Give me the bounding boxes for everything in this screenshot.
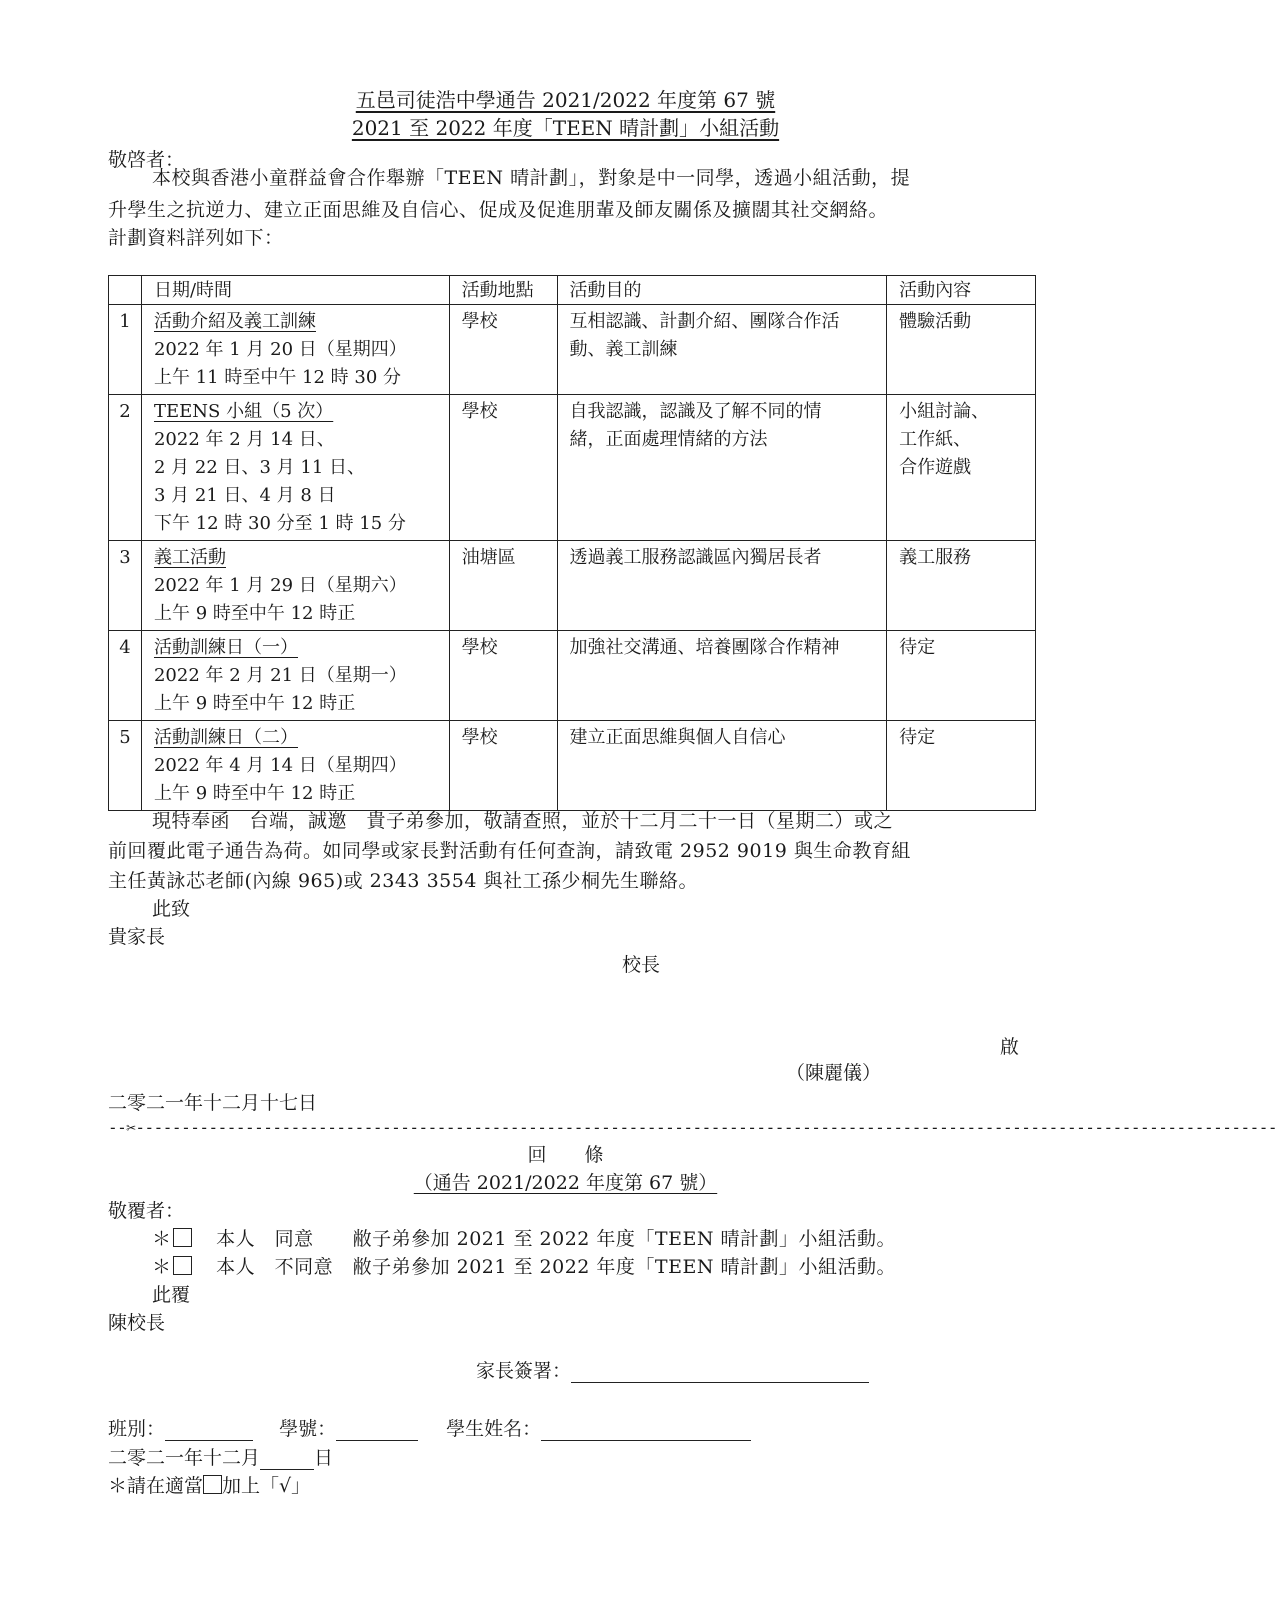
table-row <box>109 541 1036 631</box>
reply-note-prefix: ＊請在適當 <box>108 1475 204 1497</box>
row-date-time <box>141 541 449 631</box>
closing-principal-name: （陳麗儀） <box>786 1062 882 1084</box>
table-row <box>109 631 1036 721</box>
reply-day-field[interactable] <box>260 1447 314 1470</box>
row-purpose <box>557 395 887 541</box>
row-content <box>887 631 1036 721</box>
closing-cizhi: 此致 <box>152 898 191 920</box>
reply-date <box>108 1443 333 1470</box>
purpose-line: 緒，正面處理情緒的方法 <box>569 429 768 450</box>
content-line: 體驗活動 <box>899 311 972 332</box>
row-venue: 學校 <box>449 305 557 395</box>
purpose-line: 自我認識，認識及了解不同的情 <box>569 401 822 422</box>
body-line-1: 現特奉函 台端，誠邀 貴子弟參加，敬請查照，並於十二月二十一日（星期二）或之 <box>152 810 894 832</box>
notice-title: 五邑司徒浩中學通告 2021/2022 年度第 67 號 <box>355 88 776 112</box>
table-header-row <box>109 276 1036 305</box>
content-line: 待定 <box>899 727 936 748</box>
date-line: 2022 年 1 月 29 日（星期六） <box>153 575 407 596</box>
date-line: 2022 年 4 月 14 日（星期四） <box>153 755 407 776</box>
date-line: 2 月 22 日、3 月 11 日、 <box>153 457 366 478</box>
body-line-2: 前回覆此電子通告為荷。如同學或家長對活動有任何查詢，請致電 2952 9019 與生命教育組 <box>108 840 911 862</box>
class-label: 班別： <box>108 1418 166 1440</box>
parent-signature-field[interactable] <box>571 1358 869 1383</box>
activity-title: 義工活動 <box>153 547 226 568</box>
date-line: 3 月 21 日、4 月 8 日 <box>153 485 336 506</box>
reply-note-suffix: 加上「√」 <box>222 1475 311 1497</box>
closing-date: 二零二一年十二月十七日 <box>108 1092 318 1114</box>
row-purpose <box>557 541 887 631</box>
table-row <box>109 721 1036 811</box>
row-content <box>887 305 1036 395</box>
closing-principal-title: 校長 <box>622 954 661 976</box>
content-line: 合作遊戲 <box>899 457 972 478</box>
content-line: 工作紙、 <box>899 429 972 450</box>
option-disagree <box>152 1252 896 1279</box>
row-content <box>887 541 1036 631</box>
row-number: 2 <box>109 395 142 541</box>
row-date-time <box>141 305 449 395</box>
header-venue: 活動地點 <box>449 276 557 305</box>
note-box-icon <box>203 1475 222 1494</box>
activity-title: 活動訓練日（二） <box>153 727 298 748</box>
reply-date-suffix: 日 <box>314 1447 334 1469</box>
row-number: 5 <box>109 721 142 811</box>
time-line: 上午 11 時至中午 12 時 30 分 <box>153 367 402 388</box>
row-venue: 油塘區 <box>449 541 557 631</box>
reply-to: 陳校長 <box>108 1312 166 1334</box>
intro-line-2: 升學生之抗逆力、建立正面思維及自信心、促成及促進朋輩及師友關係及擴闊其社交網絡。 <box>108 199 889 221</box>
reply-cifu: 此覆 <box>152 1284 191 1306</box>
salutation: 敬啓者： <box>108 149 185 171</box>
class-field[interactable] <box>165 1416 253 1441</box>
date-line: 2022 年 2 月 14 日、 <box>153 429 335 450</box>
purpose-line: 建立正面思維與個人自信心 <box>569 727 786 748</box>
option-agree <box>152 1224 896 1251</box>
time-line: 上午 9 時至中午 12 時正 <box>153 693 356 714</box>
option-star: ＊ <box>152 1256 172 1278</box>
table-row <box>109 395 1036 541</box>
activity-title: 活動訓練日（一） <box>153 637 298 658</box>
row-date-time <box>141 721 449 811</box>
body-line-3: 主任黃詠芯老師(內線 965)或 2343 3554 與社工孫少桐先生聯絡。 <box>108 870 698 892</box>
intro-line-1: 本校與香港小童群益會合作舉辦「TEEN 晴計劃」，對象是中一同學，透過小組活動，提 <box>152 167 911 189</box>
table-row <box>109 305 1036 395</box>
purpose-line: 動、義工訓練 <box>569 339 678 360</box>
schedule-table <box>108 275 1036 811</box>
disagree-checkbox[interactable] <box>173 1256 192 1275</box>
reply-title: 回 條 <box>527 1144 604 1166</box>
content-line: 義工服務 <box>899 547 972 568</box>
row-purpose <box>557 631 887 721</box>
row-content <box>887 395 1036 541</box>
time-line: 下午 12 時 30 分至 1 時 15 分 <box>153 513 406 534</box>
row-purpose <box>557 305 887 395</box>
activity-title: TEENS 小組（5 次） <box>153 401 334 422</box>
purpose-line: 透過義工服務認識區內獨居長者 <box>569 547 822 568</box>
row-date-time <box>141 631 449 721</box>
closing-recipient: 貴家長 <box>108 926 166 948</box>
student-no-label: 學號： <box>279 1418 337 1440</box>
agree-checkbox[interactable] <box>173 1228 192 1247</box>
reply-ref <box>0 1168 1131 1195</box>
date-line: 2022 年 1 月 20 日（星期四） <box>153 339 407 360</box>
row-purpose <box>557 721 887 811</box>
row-number: 1 <box>109 305 142 395</box>
content-line: 小組討論、 <box>899 401 990 422</box>
option-star: ＊ <box>152 1228 172 1250</box>
row-venue: 學校 <box>449 395 557 541</box>
purpose-line: 加強社交溝通、培養團隊合作精神 <box>569 637 840 658</box>
option-disagree-text: 本人 不同意 敝子弟參加 2021 至 2022 年度「TEEN 晴計劃」小組活動。 <box>216 1256 897 1278</box>
purpose-line: 互相認識、計劃介紹、團隊合作活 <box>569 311 840 332</box>
row-date-time <box>141 395 449 541</box>
header-no <box>109 276 142 305</box>
option-agree-text: 本人 同意 敝子弟參加 2021 至 2022 年度「TEEN 晴計劃」小組活動。 <box>216 1228 897 1250</box>
row-venue: 學校 <box>449 721 557 811</box>
reply-note <box>108 1471 310 1498</box>
closing-qi: 啟 <box>1000 1036 1020 1058</box>
cut-line: --✂----------------------------------------------------------------------------------------------------------------------------- <box>108 1118 1277 1137</box>
time-line: 上午 9 時至中午 12 時正 <box>153 603 356 624</box>
header-content: 活動內容 <box>887 276 1036 305</box>
student-name-field[interactable] <box>541 1416 751 1441</box>
reply-ref-text: （通告 2021/2022 年度第 67 號） <box>413 1172 718 1194</box>
row-number: 3 <box>109 541 142 631</box>
notice-subtitle: 2021 至 2022 年度「TEEN 晴計劃」小組活動 <box>351 116 780 140</box>
parent-signature-label: 家長簽署： <box>476 1360 572 1382</box>
row-number: 4 <box>109 631 142 721</box>
reply-salutation: 敬覆者： <box>108 1200 185 1222</box>
activity-title: 活動介紹及義工訓練 <box>153 311 316 332</box>
date-line: 2022 年 2 月 21 日（星期一） <box>153 665 407 686</box>
header-date-time: 日期/時間 <box>141 276 449 305</box>
parent-signature <box>476 1356 869 1383</box>
student-name-label: 學生姓名： <box>446 1418 542 1440</box>
content-line: 待定 <box>899 637 936 658</box>
intro-line-3: 計劃資料詳列如下： <box>108 227 284 249</box>
student-info-row <box>108 1414 751 1441</box>
student-no-field[interactable] <box>336 1416 418 1441</box>
row-venue: 學校 <box>449 631 557 721</box>
row-content <box>887 721 1036 811</box>
header-purpose: 活動目的 <box>557 276 887 305</box>
reply-date-prefix: 二零二一年十二月 <box>108 1447 261 1469</box>
time-line: 上午 9 時至中午 12 時正 <box>153 783 356 804</box>
